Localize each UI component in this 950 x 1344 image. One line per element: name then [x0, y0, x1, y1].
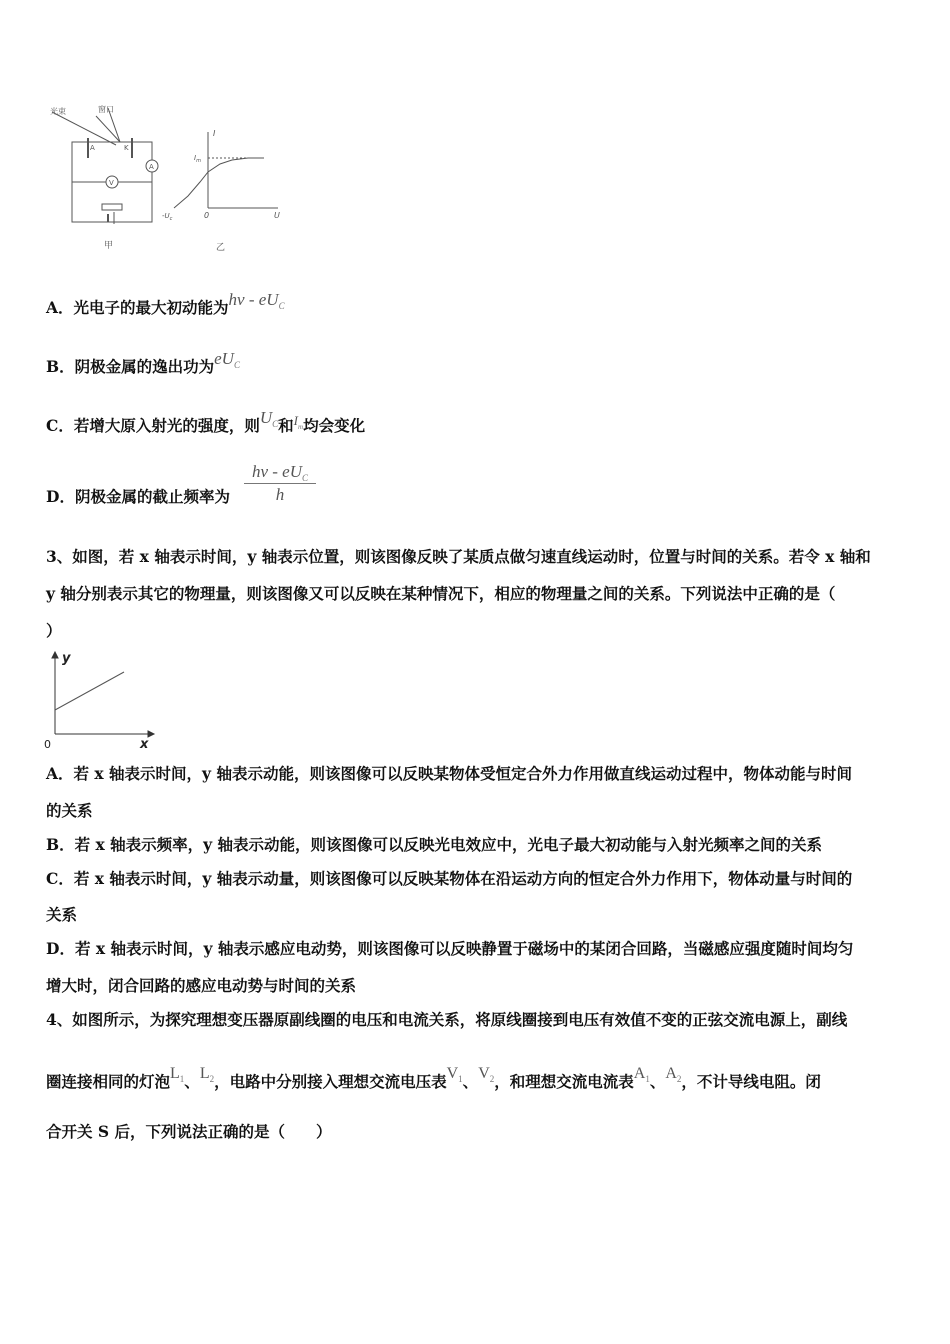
origin-label: 0	[44, 738, 51, 751]
linear-line	[55, 672, 124, 710]
q2-option-a-text: A．光电子的最大初动能为	[46, 298, 229, 317]
q3-option-d-line-2: 增大时，闭合回路的感应电动势与时间的关系	[46, 976, 357, 995]
circuit-diagram-jia	[52, 108, 158, 224]
electrode-k-label: K	[124, 144, 129, 152]
lamp-l2: $L_2$	[199, 1065, 215, 1084]
window-label: 窗口	[98, 105, 114, 114]
q3-stem-line-2: y 轴分别表示其它的物理量，则该图像又可以反映在某种情况下，相应的物理量之间的关系。下列说法中正确的是（	[46, 584, 836, 603]
q4-stem-line-3: 合开关 S 后，下列说法正确的是（ ）	[46, 1122, 332, 1141]
u-axis-label: U	[274, 211, 280, 220]
electrode-a-label: A	[90, 144, 95, 152]
voltmeter-label: V	[109, 179, 114, 187]
q2-option-c: C．若增大原入射光的强度，则$U_C$和$^{I_m}$均会变化	[46, 408, 366, 435]
q2-im-formula: Im	[293, 413, 304, 431]
q4-stem-line-2: 圈连接相同的灯泡$L_1$、$L_2$，电路中分别接入理想交流电压表$V_1$、$V_2$，和理想交流电流表$A_1$、$A_2$，不计导线电阻。闭	[46, 1065, 821, 1091]
voltmeter-v2: $V_2$	[478, 1065, 495, 1084]
q2-option-b	[46, 349, 240, 379]
figure-jia-label: 甲	[104, 241, 114, 251]
iu-origin-label: 0	[204, 211, 210, 220]
window-pointer	[96, 116, 120, 142]
x-axis-arrow	[148, 731, 154, 737]
q3-option-c-line-2: 关系	[46, 905, 78, 924]
rheostat	[102, 204, 122, 210]
q3-stem-line-1: 3、如图，若 x 轴表示时间，y 轴表示位置，则该图像反映了某质点做匀速直线运动时，位置与时间的关系。若令 x 轴和	[46, 547, 871, 566]
q2-uc-formula: $U_C$	[259, 408, 279, 429]
iu-curve	[174, 158, 264, 208]
q2-option-a	[46, 290, 285, 320]
q2-option-d-text: D．阴极金属的截止频率为	[46, 487, 230, 506]
light-beam-arrow-1	[52, 112, 116, 145]
voltmeter-v1: $V_1$	[446, 1065, 463, 1084]
q2-option-a-formula: hν - $eU_C$	[228, 290, 285, 311]
light-beam-label: 光束	[50, 107, 66, 116]
figure-yi-label: 乙	[216, 243, 226, 253]
q3-option-d-line-1: D．若 x 轴表示时间，y 轴表示感应电动势，则该图像可以反映静置于磁场中的某闭合回路，当磁感应强度随时间均匀	[46, 939, 854, 958]
iu-graph-yi	[174, 132, 278, 208]
ammeter-a1: $A_1$	[633, 1065, 650, 1084]
q4-stem-line-1: 4、如图所示，为探究理想变压器原副线圈的电压和电流关系，将原线圈接到电压有效值不变的正弦交流电源上，副线	[46, 1010, 848, 1029]
i-axis-label: I	[213, 129, 216, 138]
q2-cutoff-frequency-fraction	[244, 462, 316, 505]
fraction-numerator: hν - $eU_C$	[244, 462, 316, 484]
q3-linear-graph	[40, 648, 160, 752]
photoelectric-figure	[48, 100, 298, 260]
im-label: $I_m$	[194, 154, 201, 164]
q3-option-a-line-1: A．若 x 轴表示时间，y 轴表示动能，则该图像可以反映某物体受恒定合外力作用做直线运动过程中，物体动能与时间	[46, 764, 852, 783]
q3-stem-line-3: ）	[46, 621, 62, 640]
q3-option-b: B．若 x 轴表示频率，y 轴表示动能，则该图像可以反映光电效应中，光电子最大初动能与入射光频率之间的关系	[46, 835, 823, 854]
q2-option-b-formula: $eU_C$	[214, 349, 240, 370]
y-axis-label: y	[62, 651, 71, 666]
ammeter-a2: $A_2$	[665, 1065, 682, 1084]
q2-option-d	[46, 487, 230, 507]
ammeter-label: A	[149, 163, 154, 171]
lamp-l1: $L_1$	[170, 1065, 185, 1084]
x-axis-label: x	[140, 737, 149, 752]
y-axis-arrow	[52, 652, 58, 658]
uc-label: $-U_c$	[162, 212, 173, 222]
fraction-denominator: h	[275, 485, 285, 504]
q2-option-b-text: B．阴极金属的逸出功为	[46, 357, 215, 376]
q3-option-c-line-1: C．若 x 轴表示时间，y 轴表示动量，则该图像可以反映某物体在沿运动方向的恒定合外力作用下，物体动量与时间的	[46, 869, 853, 888]
q3-option-a-line-2: 的关系	[46, 801, 93, 820]
